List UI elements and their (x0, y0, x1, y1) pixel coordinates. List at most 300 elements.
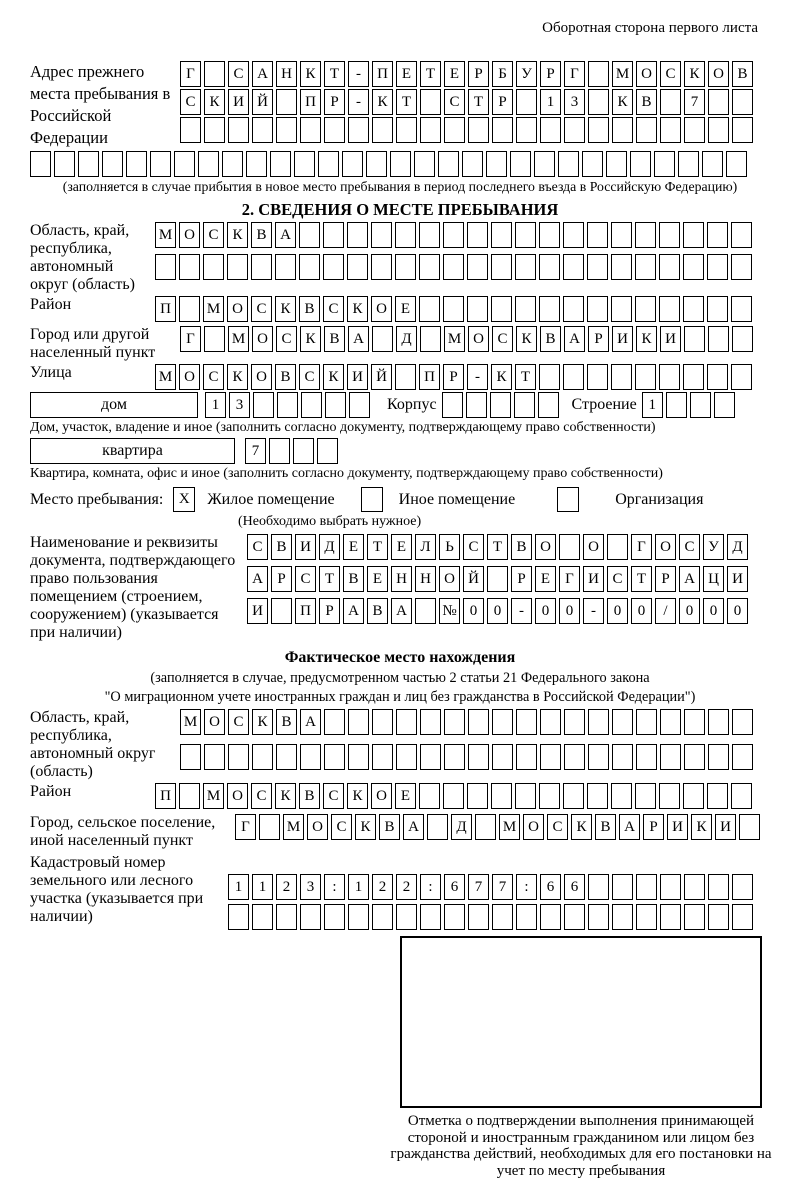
char-cell[interactable]: Р (588, 326, 609, 352)
char-cell[interactable] (708, 874, 729, 900)
char-cell[interactable] (468, 904, 489, 930)
char-cell[interactable]: 1 (252, 874, 273, 900)
char-cell[interactable] (732, 89, 753, 115)
char-cell[interactable]: К (691, 814, 712, 840)
char-cell[interactable] (611, 296, 632, 322)
checkbox-organization[interactable] (557, 487, 579, 512)
char-cell[interactable]: А (619, 814, 640, 840)
char-cell[interactable]: 1 (540, 89, 561, 115)
char-cell[interactable] (606, 151, 627, 177)
char-cell[interactable] (414, 151, 435, 177)
char-cell[interactable]: Д (396, 326, 417, 352)
char-cell[interactable]: 0 (535, 598, 556, 624)
char-cell[interactable]: К (684, 61, 705, 87)
char-cell[interactable]: О (439, 566, 460, 592)
char-cell[interactable]: А (403, 814, 424, 840)
char-cell[interactable] (442, 392, 463, 418)
char-cell[interactable] (587, 364, 608, 390)
char-cell[interactable] (514, 392, 535, 418)
char-cell[interactable]: В (343, 566, 364, 592)
char-cell[interactable] (443, 222, 464, 248)
char-cell[interactable] (475, 814, 496, 840)
char-cell[interactable] (468, 744, 489, 770)
char-cell[interactable] (708, 709, 729, 735)
char-cell[interactable] (731, 364, 752, 390)
char-cell[interactable] (684, 709, 705, 735)
char-cell[interactable]: С (247, 534, 268, 560)
char-cell[interactable] (150, 151, 171, 177)
char-cell[interactable]: А (247, 566, 268, 592)
char-cell[interactable] (635, 364, 656, 390)
char-cell[interactable] (420, 709, 441, 735)
char-cell[interactable]: Е (367, 566, 388, 592)
char-cell[interactable]: А (391, 598, 412, 624)
char-cell[interactable]: Т (324, 61, 345, 87)
char-cell[interactable]: С (203, 222, 224, 248)
char-cell[interactable]: К (275, 296, 296, 322)
char-cell[interactable] (732, 874, 753, 900)
char-cell[interactable]: И (667, 814, 688, 840)
char-cell[interactable] (325, 392, 346, 418)
char-cell[interactable] (563, 783, 584, 809)
char-cell[interactable] (253, 392, 274, 418)
char-cell[interactable]: О (252, 326, 273, 352)
char-cell[interactable] (180, 744, 201, 770)
char-cell[interactable] (611, 364, 632, 390)
char-cell[interactable]: 7 (245, 438, 266, 464)
char-cell[interactable] (126, 151, 147, 177)
char-cell[interactable] (708, 904, 729, 930)
char-cell[interactable]: П (155, 783, 176, 809)
char-cell[interactable]: И (715, 814, 736, 840)
char-cell[interactable]: В (251, 222, 272, 248)
char-cell[interactable]: В (636, 89, 657, 115)
char-cell[interactable] (660, 744, 681, 770)
char-cell[interactable] (731, 254, 752, 280)
char-cell[interactable] (462, 151, 483, 177)
char-cell[interactable] (228, 904, 249, 930)
char-cell[interactable] (739, 814, 760, 840)
char-cell[interactable]: Й (371, 364, 392, 390)
char-cell[interactable] (444, 709, 465, 735)
char-cell[interactable]: С (331, 814, 352, 840)
char-cell[interactable] (252, 904, 273, 930)
char-cell[interactable]: Р (643, 814, 664, 840)
char-cell[interactable] (492, 709, 513, 735)
char-cell[interactable] (516, 117, 537, 143)
char-cell[interactable] (588, 709, 609, 735)
char-cell[interactable] (534, 151, 555, 177)
char-cell[interactable]: С (251, 296, 272, 322)
char-cell[interactable] (563, 222, 584, 248)
char-cell[interactable]: 1 (348, 874, 369, 900)
char-cell[interactable]: М (612, 61, 633, 87)
char-cell[interactable] (396, 709, 417, 735)
char-cell[interactable]: В (540, 326, 561, 352)
char-cell[interactable]: В (732, 61, 753, 87)
char-cell[interactable] (636, 744, 657, 770)
char-cell[interactable] (563, 296, 584, 322)
char-cell[interactable] (515, 222, 536, 248)
char-cell[interactable] (492, 904, 513, 930)
char-cell[interactable]: В (367, 598, 388, 624)
checkbox-residential[interactable]: X (173, 487, 195, 512)
char-cell[interactable] (611, 783, 632, 809)
char-cell[interactable]: Р (443, 364, 464, 390)
char-cell[interactable]: Т (420, 61, 441, 87)
char-cell[interactable] (179, 254, 200, 280)
char-cell[interactable] (371, 222, 392, 248)
char-cell[interactable]: В (324, 326, 345, 352)
char-cell[interactable]: У (516, 61, 537, 87)
char-cell[interactable] (227, 254, 248, 280)
char-cell[interactable] (372, 744, 393, 770)
char-cell[interactable]: В (511, 534, 532, 560)
char-cell[interactable] (659, 254, 680, 280)
char-cell[interactable]: Т (515, 364, 536, 390)
char-cell[interactable]: В (271, 534, 292, 560)
char-cell[interactable]: Й (463, 566, 484, 592)
char-cell[interactable] (395, 222, 416, 248)
char-cell[interactable] (342, 151, 363, 177)
char-cell[interactable]: А (679, 566, 700, 592)
char-cell[interactable]: - (348, 61, 369, 87)
char-cell[interactable]: 0 (559, 598, 580, 624)
char-cell[interactable] (660, 89, 681, 115)
char-cell[interactable]: : (420, 874, 441, 900)
char-cell[interactable]: С (295, 566, 316, 592)
char-cell[interactable] (588, 117, 609, 143)
char-cell[interactable]: А (348, 326, 369, 352)
char-cell[interactable] (347, 222, 368, 248)
char-cell[interactable]: Д (727, 534, 748, 560)
char-cell[interactable] (587, 783, 608, 809)
char-cell[interactable] (582, 151, 603, 177)
char-cell[interactable] (515, 783, 536, 809)
char-cell[interactable]: С (251, 783, 272, 809)
char-cell[interactable] (102, 151, 123, 177)
char-cell[interactable]: К (355, 814, 376, 840)
char-cell[interactable] (293, 438, 314, 464)
char-cell[interactable] (564, 904, 585, 930)
char-cell[interactable]: О (179, 222, 200, 248)
char-cell[interactable] (516, 709, 537, 735)
char-cell[interactable] (708, 744, 729, 770)
char-cell[interactable] (612, 744, 633, 770)
char-cell[interactable] (708, 89, 729, 115)
char-cell[interactable]: Е (535, 566, 556, 592)
char-cell[interactable] (300, 117, 321, 143)
char-cell[interactable] (301, 392, 322, 418)
char-cell[interactable] (635, 222, 656, 248)
char-cell[interactable]: С (444, 89, 465, 115)
char-cell[interactable]: М (499, 814, 520, 840)
char-cell[interactable] (204, 326, 225, 352)
char-cell[interactable] (516, 904, 537, 930)
char-cell[interactable]: И (583, 566, 604, 592)
char-cell[interactable] (444, 904, 465, 930)
char-cell[interactable] (348, 744, 369, 770)
char-cell[interactable] (538, 392, 559, 418)
char-cell[interactable] (491, 254, 512, 280)
char-cell[interactable] (395, 364, 416, 390)
char-cell[interactable]: П (300, 89, 321, 115)
char-cell[interactable]: И (228, 89, 249, 115)
char-cell[interactable] (660, 904, 681, 930)
char-cell[interactable] (275, 254, 296, 280)
char-cell[interactable]: В (595, 814, 616, 840)
char-cell[interactable]: К (516, 326, 537, 352)
char-cell[interactable]: О (307, 814, 328, 840)
char-cell[interactable] (348, 709, 369, 735)
char-cell[interactable] (707, 364, 728, 390)
char-cell[interactable] (564, 117, 585, 143)
char-cell[interactable] (372, 709, 393, 735)
char-cell[interactable]: С (607, 566, 628, 592)
char-cell[interactable]: Р (540, 61, 561, 87)
char-cell[interactable] (563, 254, 584, 280)
char-cell[interactable] (731, 222, 752, 248)
char-cell[interactable]: Т (367, 534, 388, 560)
char-cell[interactable] (684, 117, 705, 143)
char-cell[interactable]: Г (564, 61, 585, 87)
char-cell[interactable] (707, 783, 728, 809)
char-cell[interactable] (683, 364, 704, 390)
char-cell[interactable]: Р (319, 598, 340, 624)
char-cell[interactable] (563, 364, 584, 390)
char-cell[interactable] (516, 89, 537, 115)
char-cell[interactable] (635, 254, 656, 280)
char-cell[interactable] (540, 117, 561, 143)
char-cell[interactable]: В (275, 364, 296, 390)
char-cell[interactable]: С (299, 364, 320, 390)
char-cell[interactable]: У (703, 534, 724, 560)
char-cell[interactable]: А (275, 222, 296, 248)
char-cell[interactable] (269, 438, 290, 464)
char-cell[interactable]: 0 (679, 598, 700, 624)
char-cell[interactable]: В (299, 296, 320, 322)
char-cell[interactable] (491, 783, 512, 809)
char-cell[interactable] (443, 254, 464, 280)
char-cell[interactable] (612, 117, 633, 143)
char-cell[interactable] (390, 151, 411, 177)
char-cell[interactable]: О (251, 364, 272, 390)
char-cell[interactable]: К (300, 61, 321, 87)
char-cell[interactable]: 1 (228, 874, 249, 900)
char-cell[interactable] (659, 364, 680, 390)
char-cell[interactable]: С (492, 326, 513, 352)
char-cell[interactable]: К (227, 222, 248, 248)
char-cell[interactable]: 7 (492, 874, 513, 900)
char-cell[interactable] (539, 254, 560, 280)
char-cell[interactable] (559, 534, 580, 560)
char-cell[interactable]: О (655, 534, 676, 560)
char-cell[interactable] (636, 904, 657, 930)
char-cell[interactable]: Т (396, 89, 417, 115)
char-cell[interactable]: В (276, 709, 297, 735)
char-cell[interactable] (492, 744, 513, 770)
char-cell[interactable] (222, 151, 243, 177)
char-cell[interactable] (731, 783, 752, 809)
char-cell[interactable] (204, 61, 225, 87)
char-cell[interactable]: Е (391, 534, 412, 560)
char-cell[interactable] (276, 117, 297, 143)
char-cell[interactable] (732, 326, 753, 352)
char-cell[interactable] (539, 222, 560, 248)
char-cell[interactable] (636, 117, 657, 143)
char-cell[interactable] (323, 254, 344, 280)
char-cell[interactable]: О (636, 61, 657, 87)
char-cell[interactable] (683, 296, 704, 322)
char-cell[interactable]: И (247, 598, 268, 624)
char-cell[interactable] (294, 151, 315, 177)
char-cell[interactable] (396, 744, 417, 770)
char-cell[interactable] (490, 392, 511, 418)
char-cell[interactable] (467, 222, 488, 248)
char-cell[interactable]: О (535, 534, 556, 560)
char-cell[interactable] (588, 89, 609, 115)
char-cell[interactable] (54, 151, 75, 177)
char-cell[interactable]: 1 (205, 392, 226, 418)
char-cell[interactable] (271, 598, 292, 624)
char-cell[interactable]: С (203, 364, 224, 390)
char-cell[interactable]: 0 (463, 598, 484, 624)
char-cell[interactable]: О (371, 296, 392, 322)
char-cell[interactable]: П (372, 61, 393, 87)
char-cell[interactable]: К (636, 326, 657, 352)
char-cell[interactable] (252, 117, 273, 143)
char-cell[interactable] (467, 254, 488, 280)
char-cell[interactable] (366, 151, 387, 177)
char-cell[interactable] (491, 222, 512, 248)
char-cell[interactable] (419, 783, 440, 809)
char-cell[interactable] (420, 326, 441, 352)
char-cell[interactable]: Д (319, 534, 340, 560)
char-cell[interactable] (491, 296, 512, 322)
char-cell[interactable] (324, 117, 345, 143)
char-cell[interactable]: 3 (229, 392, 250, 418)
char-cell[interactable] (540, 904, 561, 930)
char-cell[interactable]: О (204, 709, 225, 735)
char-cell[interactable]: : (516, 874, 537, 900)
char-cell[interactable]: К (571, 814, 592, 840)
char-cell[interactable] (659, 296, 680, 322)
char-cell[interactable] (678, 151, 699, 177)
char-cell[interactable]: О (583, 534, 604, 560)
char-cell[interactable] (468, 117, 489, 143)
char-cell[interactable] (323, 222, 344, 248)
char-cell[interactable] (690, 392, 711, 418)
char-cell[interactable]: К (300, 326, 321, 352)
char-cell[interactable]: О (371, 783, 392, 809)
char-cell[interactable]: О (468, 326, 489, 352)
char-cell[interactable] (660, 874, 681, 900)
char-cell[interactable] (204, 117, 225, 143)
char-cell[interactable]: Р (655, 566, 676, 592)
char-cell[interactable]: В (379, 814, 400, 840)
char-cell[interactable] (587, 254, 608, 280)
char-cell[interactable]: Г (559, 566, 580, 592)
char-cell[interactable]: К (227, 364, 248, 390)
char-cell[interactable] (732, 904, 753, 930)
char-cell[interactable]: Е (395, 783, 416, 809)
char-cell[interactable] (419, 254, 440, 280)
char-cell[interactable]: 2 (396, 874, 417, 900)
char-cell[interactable]: / (655, 598, 676, 624)
char-cell[interactable]: 7 (684, 89, 705, 115)
char-cell[interactable] (372, 117, 393, 143)
char-cell[interactable] (348, 117, 369, 143)
char-cell[interactable]: А (252, 61, 273, 87)
char-cell[interactable] (630, 151, 651, 177)
char-cell[interactable] (246, 151, 267, 177)
char-cell[interactable]: К (491, 364, 512, 390)
char-cell[interactable] (467, 296, 488, 322)
char-cell[interactable] (732, 744, 753, 770)
char-cell[interactable] (714, 392, 735, 418)
char-cell[interactable] (612, 874, 633, 900)
char-cell[interactable] (180, 117, 201, 143)
char-cell[interactable] (588, 874, 609, 900)
char-cell[interactable]: 3 (564, 89, 585, 115)
char-cell[interactable] (318, 151, 339, 177)
char-cell[interactable] (228, 744, 249, 770)
char-cell[interactable] (540, 744, 561, 770)
char-cell[interactable]: И (295, 534, 316, 560)
char-cell[interactable] (587, 296, 608, 322)
char-cell[interactable]: С (323, 783, 344, 809)
char-cell[interactable] (635, 296, 656, 322)
char-cell[interactable] (540, 709, 561, 735)
char-cell[interactable]: 0 (631, 598, 652, 624)
char-cell[interactable] (198, 151, 219, 177)
char-cell[interactable]: И (660, 326, 681, 352)
char-cell[interactable]: Р (324, 89, 345, 115)
char-cell[interactable] (372, 326, 393, 352)
char-cell[interactable] (349, 392, 370, 418)
char-cell[interactable] (78, 151, 99, 177)
char-cell[interactable]: 6 (540, 874, 561, 900)
char-cell[interactable]: К (372, 89, 393, 115)
char-cell[interactable]: Р (492, 89, 513, 115)
char-cell[interactable] (659, 222, 680, 248)
char-cell[interactable]: О (523, 814, 544, 840)
char-cell[interactable] (660, 117, 681, 143)
char-cell[interactable]: О (227, 296, 248, 322)
char-cell[interactable] (203, 254, 224, 280)
char-cell[interactable] (179, 783, 200, 809)
char-cell[interactable]: - (348, 89, 369, 115)
char-cell[interactable] (438, 151, 459, 177)
char-cell[interactable] (515, 254, 536, 280)
char-cell[interactable] (732, 709, 753, 735)
char-cell[interactable] (252, 744, 273, 770)
char-cell[interactable] (654, 151, 675, 177)
char-cell[interactable] (317, 438, 338, 464)
char-cell[interactable] (487, 566, 508, 592)
char-cell[interactable] (539, 364, 560, 390)
char-cell[interactable]: С (323, 296, 344, 322)
char-cell[interactable]: Р (468, 61, 489, 87)
char-cell[interactable]: М (228, 326, 249, 352)
char-cell[interactable] (348, 904, 369, 930)
char-cell[interactable] (396, 117, 417, 143)
char-cell[interactable] (466, 392, 487, 418)
char-cell[interactable]: 0 (727, 598, 748, 624)
char-cell[interactable] (707, 222, 728, 248)
char-cell[interactable] (228, 117, 249, 143)
char-cell[interactable] (324, 709, 345, 735)
